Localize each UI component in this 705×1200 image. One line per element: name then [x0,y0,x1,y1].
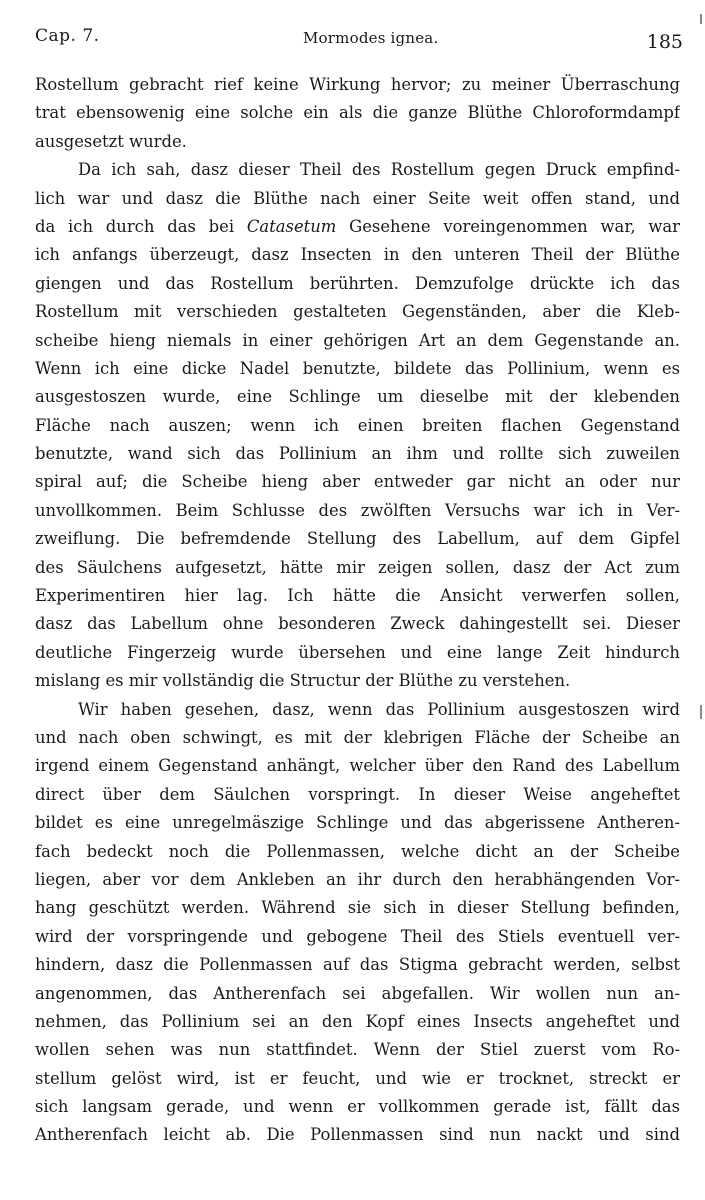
scan-edge-mark [700,705,702,719]
paragraph [35,696,680,1150]
text-fragment: da ich durch das bei [35,216,235,236]
text-line: dasz das Labellum ohne besonderen Zweck dahingestellt sei. Dieser [35,614,680,634]
body-text [35,71,680,1150]
text-line: ausgestoszen wurde, eine Schlinge um dieselbe mit der klebenden [35,387,680,407]
text-line: und nach oben schwingt, es mit der klebrigen Fläche der Scheibe an [35,727,680,747]
text-line: Fläche nach auszen; wenn ich einen breiten flachen Gegenstand [35,415,680,435]
text-line: hindern, dasz die Pollenmassen auf das Stigma gebracht werden, selbst [35,955,680,975]
page-number: 185 [646,31,683,53]
running-title: Mormodes ignea. [303,29,439,47]
text-line: Rostellum gebracht rief keine Wirkung hervor; zu meiner Überraschung [35,75,680,94]
text-line: benutzte, wand sich das Pollinium an ihm und rollte sich zuweilen [35,444,680,464]
text-line: trat ebensowenig eine solche ein als die ganze Blüthe Chloroformdampf [35,103,680,123]
text-line: lich war und dasz die Blüthe nach einer Seite weit offen stand, und [35,188,680,208]
text-line: liegen, aber vor dem Ankleben an ihr durch den herabhängenden Vor- [35,869,680,889]
chapter-label: Cap. 7. [35,26,100,46]
running-head [35,24,685,54]
text-line: ich anfangs überzeugt, dasz Insecten in den unteren Theil der Blüthe [35,245,680,265]
italic-genus-name: Catasetum [246,216,337,236]
text-line: ausgesetzt wurde. [35,131,187,151]
paragraph [35,71,680,156]
text-fragment: Gesehene voreingenommen war, war [349,216,680,236]
text-line: Rostellum mit verschieden gestalteten Gegenständen, aber die Kleb- [35,302,680,322]
text-line: direct über dem Säulchen vorspringt. In dieser Weise angeheftet [35,784,680,804]
text-line: hang geschützt werden. Während sie sich in dieser Stellung befinden, [35,898,680,918]
text-line [35,213,680,241]
text-line: Da ich sah, dasz dieser Theil des Rostellum gegen Druck empfind- [78,160,680,180]
text-line: nehmen, das Pollinium sei an den Kopf eines Insects angeheftet und [35,1011,680,1031]
text-line: Antherenfach leicht ab. Die Pollenmassen sind nun nackt und sind [35,1125,680,1145]
text-line: wird der vorspringende und gebogene Theil des Stiels eventuell ver- [35,926,680,946]
text-line: mislang es mir vollständig die Structur der Blüthe zu verstehen. [35,671,571,691]
paragraph [35,156,680,695]
text-line: Wenn ich eine dicke Nadel benutzte, bildete das Pollinium, wenn es [35,358,680,378]
text-line: bildet es eine unregelmäszige Schlinge und das abgerissene Antheren- [35,813,680,833]
text-line: stellum gelöst wird, ist er feucht, und wie er trocknet, streckt er [35,1068,680,1088]
text-line: spiral auf; die Scheibe hieng aber entweder gar nicht an oder nur [35,472,680,492]
text-line: fach bedeckt noch die Pollenmassen, welche dicht an der Scheibe [35,841,680,861]
text-line: deutliche Fingerzeig wurde übersehen und eine lange Zeit hindurch [35,642,680,662]
text-line: scheibe hieng niemals in einer gehörigen Art an dem Gegenstande an. [35,330,680,350]
text-line: wollen sehen was nun stattfindet. Wenn der Stiel zuerst vom Ro- [35,1040,680,1060]
text-line: Wir haben gesehen, dasz, wenn das Pollinium ausgestoszen wird [78,699,680,719]
text-line: sich langsam gerade, und wenn er vollkommen gerade ist, fällt das [35,1097,680,1117]
text-line: irgend einem Gegenstand anhängt, welcher über den Rand des Labellum [35,756,680,776]
scan-edge-mark [700,14,702,24]
text-line: Experimentiren hier lag. Ich hätte die Ansicht verwerfen sollen, [35,586,680,606]
text-line: des Säulchens aufgesetzt, hätte mir zeigen sollen, dasz der Act zum [35,557,680,577]
text-line: unvollkommen. Beim Schlusse des zwölften Versuchs war ich in Ver- [35,500,680,520]
text-line: zweiflung. Die befremdende Stellung des Labellum, auf dem Gipfel [35,529,680,549]
text-line: angenommen, das Antherenfach sei abgefallen. Wir wollen nun an- [35,983,680,1003]
text-line: giengen und das Rostellum berührten. Demzufolge drückte ich das [35,273,680,293]
